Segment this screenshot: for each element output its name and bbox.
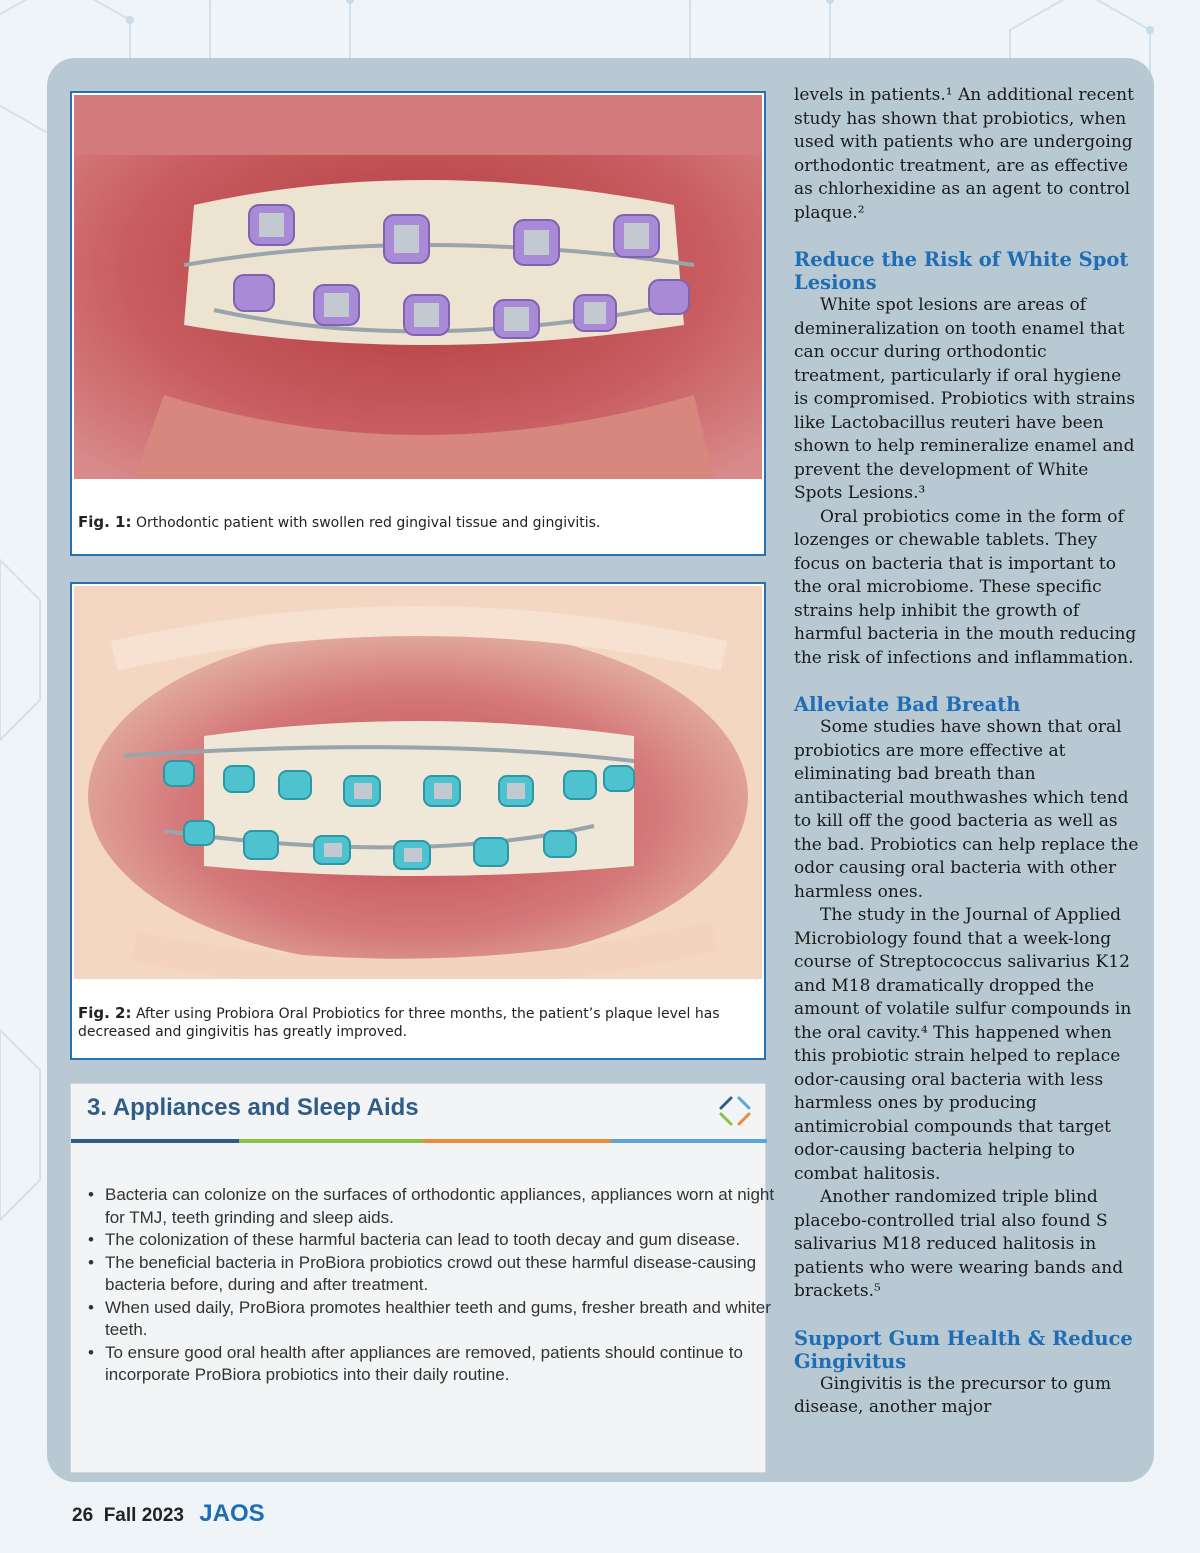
figure-1-caption [78,513,754,532]
probiora-logo-icon [717,1092,753,1128]
page-footer [72,1500,265,1528]
slide-bullet: • The colonization of these harmful bacteria can lead to tooth decay and gum disease. [105,1229,775,1252]
figure-2-label: Fig. 2: [78,1004,132,1022]
section-heading-gum-health: Support Gum Health & Reduce Gingivitus [794,1326,1133,1373]
article-paragraph: Another randomized triple blind placebo-controlled trial also found S salivarius M18 reduced halitosis in patients who were wearing bands and brackets.⁵ [794,1187,1124,1301]
slide-color-bar [71,1139,767,1143]
article-paragraph: Gingivitis is the precursor to gum disease, another major [794,1373,1112,1417]
article-paragraph: The study in the Journal of Applied Microbiology found that a week-long course of Streptococcus salivarius K12 and M18 dramatically dropped the amount of volatile sulfur compounds in the oral cavity.⁴ This happened when this probiotic strain helped to replace odor-causing oral bacteria with less harmless ones by producing antimicrobial compounds that target odor-causing bacteria helping to combat halitosis. [794,905,1132,1184]
braces-photo-before [74,95,762,479]
figure-2 [70,582,766,1060]
article-paragraph: levels in patients.¹ An additional recent study has shown that probiotics, when used with patients who are undergoing orthodontic treatment, are as effective as chlorhexidine as an agent to control plaque.² [794,85,1134,223]
article-column [794,84,1140,1420]
slide-bullet: • The beneficial bacteria in ProBiora probiotics crowd out these harmful disease-causing bacteria before, during and after treatment. [105,1252,775,1297]
article-paragraph: White spot lesions are areas of demineralization on tooth enamel that can occur during orthodontic treatment, particularly if oral hygiene is compromised. Probiotics with strains like Lactobacillus reuteri have been shown to help remineralize enamel and prevent the development of White Spots Lesions.³ [794,295,1136,503]
braces-photo-after [74,586,762,979]
section-heading-white-spot: Reduce the Risk of White Spot Lesions [794,248,1129,294]
slide-bullet-list [85,1184,775,1387]
issue-label: Fall 2023 [103,1505,184,1526]
slide-image [70,1083,775,1473]
section-heading-bad-breath: Alleviate Bad Breath [794,693,1021,716]
figure-1-label: Fig. 1: [78,513,132,531]
journal-brand: JAOS [199,1500,265,1527]
slide-title: 3. Appliances and Sleep Aids [87,1094,419,1121]
slide-bullet: • Bacteria can colonize on the surfaces of orthodontic appliances, appliances worn at night for TMJ, teeth grinding and sleep aids. [105,1184,775,1229]
page-number: 26 [72,1505,94,1526]
article-paragraph: Oral probiotics come in the form of lozenges or chewable tablets. They focus on bacteria that is important to the oral microbiome. These specific strains help inhibit the growth of harmful bacteria in the mouth reducing the risk of infections and inflammation. [794,506,1137,668]
figure-2-text: After using Probiora Oral Probiotics for three months, the patient’s plaque level has decreased and gingivitis has greatly improved. [78,1006,720,1040]
article-paragraph: Some studies have shown that oral probiotics are more effective at eliminating bad breath than antibacterial mouthwashes which tend to kill off the good bacteria as well as the bad. Probiotics can help replace the odor causing oral bacteria with other harmless ones. [794,717,1139,902]
figure-2-caption [78,1004,754,1041]
slide-bullet: • To ensure good oral health after appliances are removed, patients should continue to incorporate ProBiora probiotics into their daily routine. [105,1342,775,1387]
slide-bullet: • When used daily, ProBiora promotes healthier teeth and gums, fresher breath and whiter teeth. [105,1297,775,1342]
figure-1-text: Orthodontic patient with swollen red gingival tissue and gingivitis. [135,515,601,531]
figure-1 [70,91,766,556]
